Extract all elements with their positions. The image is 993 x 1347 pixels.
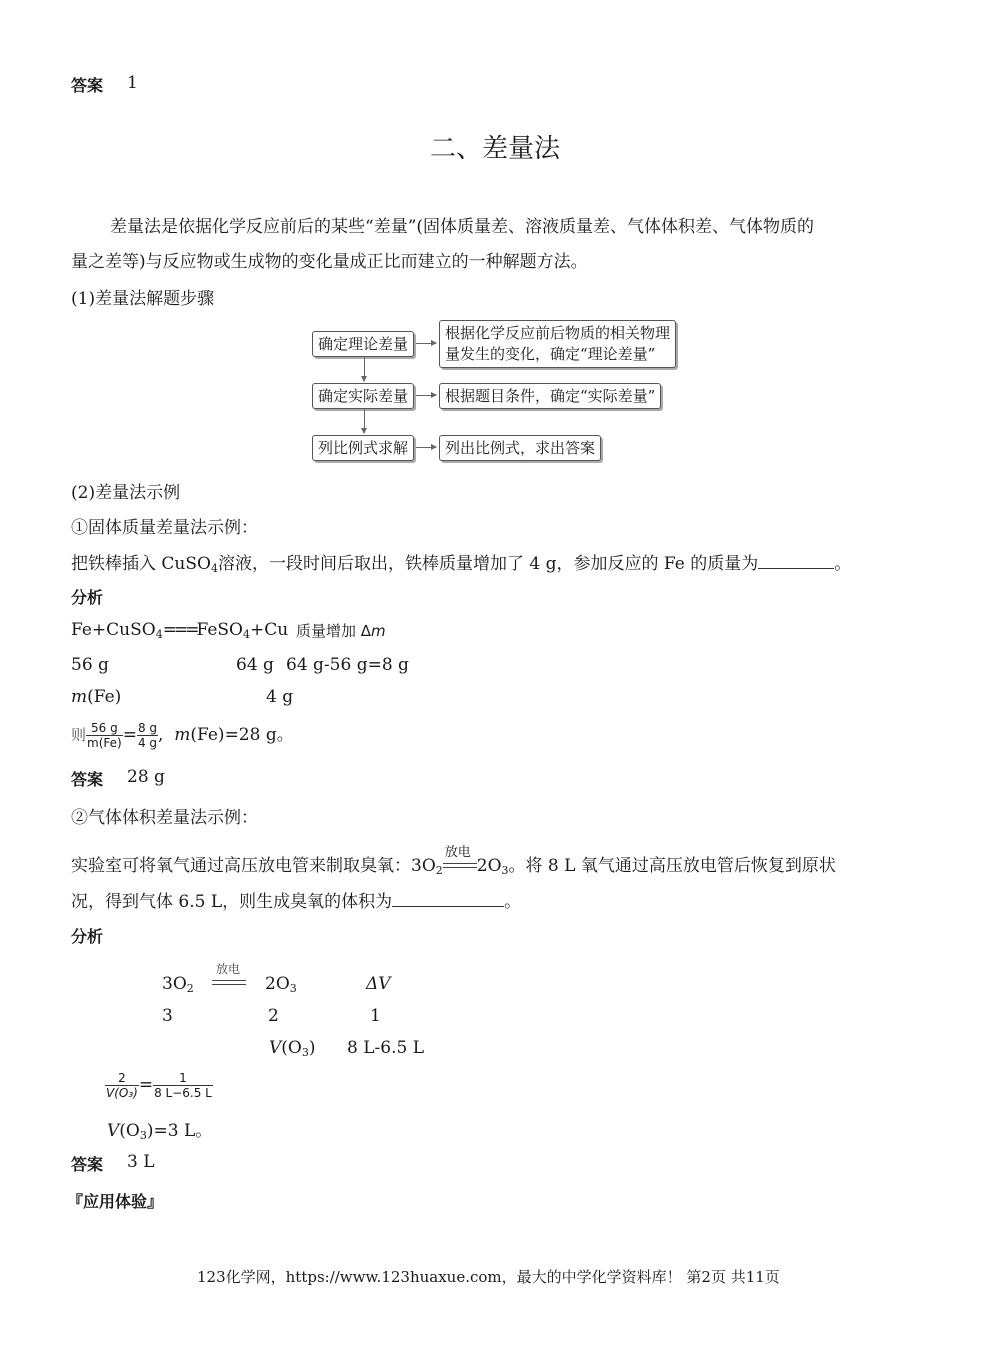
ex2-frac1-num: 2 xyxy=(105,1071,139,1086)
ex2-answer-label: 答案 xyxy=(71,1155,104,1174)
ex2-q-arrow xyxy=(443,844,477,876)
eq-feso: FeSO xyxy=(196,620,243,640)
flow-arrow-right-2 xyxy=(416,395,436,396)
top-answer-value: 1 xyxy=(127,73,138,93)
flow-left-1: 确定理论差量 xyxy=(312,331,414,357)
flow-arrow-down-2 xyxy=(364,408,365,433)
ex2-result-v: V xyxy=(107,1121,120,1141)
ex2-r3-close: ) xyxy=(308,1038,316,1058)
ex2-eq-arrow xyxy=(212,958,246,987)
example1-q-part2: 溶液，一段时间后取出，铁棒质量增加了 4 g，参加反应的 Fe 的质量为 xyxy=(217,554,759,574)
ex2-frac-2 xyxy=(153,1071,213,1100)
ex2-eq-sub2: 2 xyxy=(186,982,194,995)
delta-label: 质量增加 Δ xyxy=(296,622,372,640)
frac2-den: 4 g xyxy=(137,736,158,750)
example2-analysis-label: 分析 xyxy=(71,927,104,946)
ex2-q-2o: 2O xyxy=(476,856,502,876)
frac1-num: 56 g xyxy=(86,721,123,736)
ex2-eq-condition: 放电 xyxy=(216,962,241,976)
flow-left-3: 列比例式求解 xyxy=(312,435,414,461)
step1-heading: (1)差量法解题步骤 xyxy=(71,289,215,309)
ex2-r2-b: 2 xyxy=(268,1006,279,1026)
ex2-q-end: 。 xyxy=(504,892,522,912)
ratio-prefix: 则 xyxy=(71,726,87,744)
eq-fe-cuso: Fe+CuSO xyxy=(71,620,156,640)
ex2-r3-sub: 3 xyxy=(301,1046,309,1059)
eq-cu: +Cu xyxy=(249,620,289,640)
ex1-row3-m: m xyxy=(71,687,88,707)
ex2-q-line2: 况，得到气体 6.5 L，则生成臭氧的体积为 xyxy=(71,892,393,912)
ex2-q-part2: 。将 8 L 氧气通过高压放电管后恢复到原状 xyxy=(508,856,836,876)
example1-q-end: 。 xyxy=(834,554,852,574)
ratio-result: (Fe)=28 g。 xyxy=(190,725,294,745)
page-footer: 123化学网，https://www.123huaxue.com，最大的中学化学资料库！ 第2页 共11页 xyxy=(197,1268,780,1286)
example2-question-line2 xyxy=(71,887,521,912)
ex2-r3-c: 8 L-6.5 L xyxy=(347,1038,424,1058)
flow-right-1-line2: 量发生的变化，确定“理论差量” xyxy=(445,345,656,363)
delta-m: m xyxy=(371,622,386,640)
ex1-answer-value: 28 g xyxy=(127,767,165,787)
flow-arrow-right-3 xyxy=(416,447,436,448)
example1-answer-blank xyxy=(758,552,834,569)
ex2-r3-v xyxy=(269,1038,316,1058)
ex2-frac2-num: 1 xyxy=(153,1071,213,1086)
eq-sub-4a: 4 xyxy=(155,628,163,641)
ex2-result-tail: )=3 L。 xyxy=(146,1121,213,1141)
ex2-result xyxy=(107,1116,212,1141)
frac1-den: m(Fe) xyxy=(87,736,122,750)
ex1-row3-a xyxy=(71,687,121,707)
intro-line-2: 量之差等)与反应物或生成物的变化量成正比而建立的一种解题方法。 xyxy=(71,252,588,272)
ex2-result-sub: 3 xyxy=(139,1129,147,1142)
flow-right-1 xyxy=(439,320,676,368)
flow-arrow-down-1 xyxy=(364,356,365,381)
flow-arrow-right-1 xyxy=(416,343,436,344)
intro-line-1: 差量法是依据化学反应前后的某些“差量”(固体质量差、溶液质量差、气体体积差、气体物质的 xyxy=(110,217,815,237)
ex2-r3-vi: V xyxy=(269,1038,282,1058)
example1-delta-label xyxy=(296,620,386,641)
ex2-q-part1: 实验室可将氧气通过高压放电管来制取臭氧：3O xyxy=(71,856,436,876)
ex2-q-sub3: 3 xyxy=(501,864,509,877)
flow-right-1-line1: 根据化学反应前后物质的相关物理 xyxy=(445,324,671,342)
eq-sub-4b: 4 xyxy=(242,628,250,641)
ex1-row3-c: 4 g xyxy=(266,687,294,707)
ratio-frac-1 xyxy=(86,721,123,750)
ex2-eq-3o: 3O xyxy=(162,974,187,994)
ex2-frac1-den: V(O₃) xyxy=(106,1086,138,1100)
experience-label: 『应用体验』 xyxy=(67,1192,164,1211)
ex2-q-sub2: 2 xyxy=(435,864,443,877)
ex2-eq-sub3: 3 xyxy=(289,982,297,995)
ex2-eq-3o2 xyxy=(162,974,194,994)
ex2-frac-1 xyxy=(105,1071,139,1100)
section-title: 二、差量法 xyxy=(430,134,561,164)
ex2-q-equals xyxy=(443,862,477,870)
flow-left-2: 确定实际差量 xyxy=(312,383,414,409)
flow-right-3: 列出比例式，求出答案 xyxy=(439,435,601,461)
ex1-answer-label: 答案 xyxy=(71,770,104,789)
ex2-eq-2o3 xyxy=(265,974,297,994)
example1-q-sub: 4 xyxy=(210,562,218,575)
ex2-eq-dv: ΔV xyxy=(366,974,391,994)
ex1-row2-c: 64 g-56 g=8 g xyxy=(286,655,409,675)
ratio-result-m: m xyxy=(174,725,191,745)
ex2-r2-c: 1 xyxy=(370,1006,381,1026)
ex2-r3-o: (O xyxy=(281,1038,302,1058)
example1-question xyxy=(71,549,851,574)
example2-question-line1 xyxy=(71,844,836,877)
ex2-eq-equals xyxy=(212,979,246,987)
ex2-r2-a: 3 xyxy=(162,1006,173,1026)
example1-q-part1: 把铁棒插入 CuSO xyxy=(71,554,211,574)
ratio-frac-2 xyxy=(137,721,158,750)
example2-heading: ②气体体积差量法示例： xyxy=(71,808,258,828)
ex1-row2-a: 56 g xyxy=(71,655,109,675)
step2-heading: (2)差量法示例 xyxy=(71,483,181,503)
ex2-answer-value: 3 L xyxy=(127,1152,155,1172)
ex2-ratio: $\frac{2}{\text{V(O₃)}}$ = $\frac{1}{8 L-6.5 L}$ xyxy=(106,1071,212,1100)
ex2-frac2-den: 8 L−6.5 L xyxy=(154,1086,212,1100)
ex1-ratio: 则 $\frac{56 g}{m(Fe)}$ = $\frac{8 g}{4 g}$ , m(Fe)=28 g。 xyxy=(71,721,294,750)
ex2-q-condition: 放电 xyxy=(444,844,471,860)
eq-arrow: === xyxy=(162,620,197,640)
ex1-row3-fe: (Fe) xyxy=(87,687,122,707)
frac2-num: 8 g xyxy=(137,721,158,735)
ex2-eq-2o: 2O xyxy=(265,974,290,994)
example1-analysis-label: 分析 xyxy=(71,588,104,607)
ex2-result-o: (O xyxy=(119,1121,140,1141)
example2-answer-blank xyxy=(392,890,504,907)
flow-right-2: 根据题目条件，确定“实际差量” xyxy=(439,383,661,409)
top-answer-label: 答案 xyxy=(71,76,104,95)
example1-heading: ①固体质量差量法示例： xyxy=(71,518,258,538)
ex1-row2-b: 64 g xyxy=(236,655,274,675)
example1-equation xyxy=(71,620,288,640)
